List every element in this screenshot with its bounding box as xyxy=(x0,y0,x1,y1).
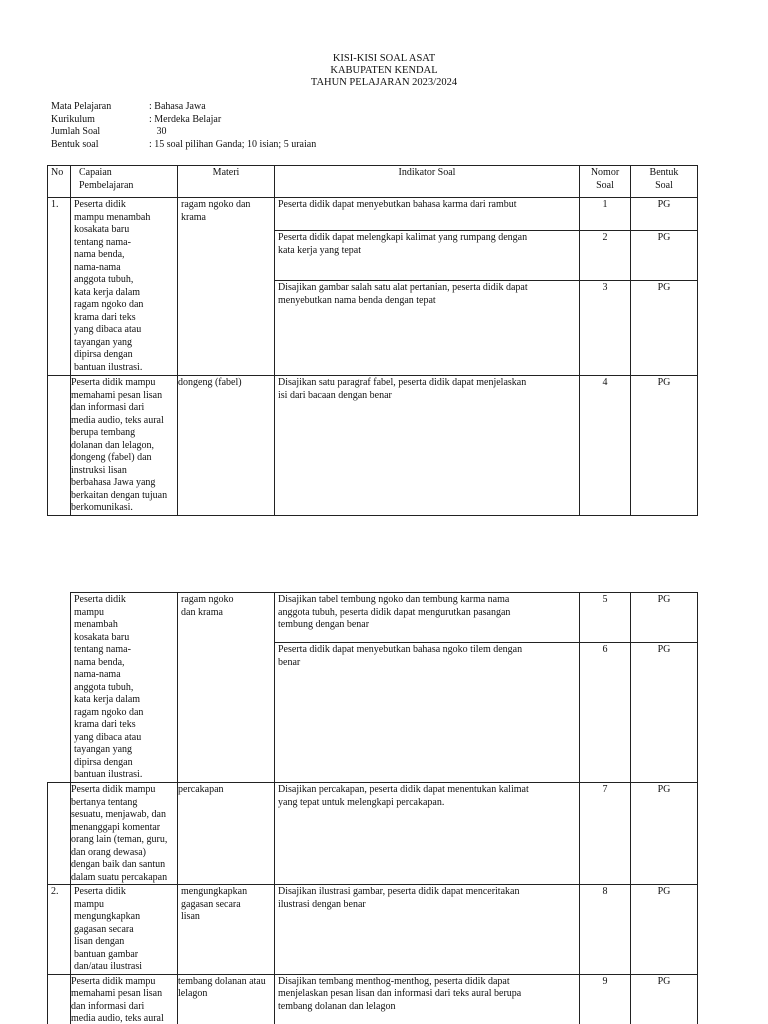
cell-line: krama dari teks xyxy=(74,719,136,730)
cell-line: Peserta didik xyxy=(74,594,126,605)
indikator-cell xyxy=(275,198,580,231)
cell-line: bantuan ilustrasi. xyxy=(74,361,143,373)
cell-line: nama-nama xyxy=(74,669,121,680)
row-number xyxy=(48,783,71,885)
meta-subject xyxy=(51,101,316,114)
cell-line: berkaitan dengan tujuan xyxy=(71,489,168,501)
indikator-cell xyxy=(275,783,580,885)
nomor-soal-cell: 3 xyxy=(580,281,631,376)
cell-line: tayangan yang xyxy=(74,336,133,348)
cell-line: bantuan gambar xyxy=(74,948,139,960)
meta-question-count xyxy=(51,126,316,139)
cell-line: tentang nama- xyxy=(74,236,131,248)
cell-line: Peserta didik dapat melengkapi kalimat yang rumpang dengan xyxy=(278,232,528,243)
cell-line: dan krama xyxy=(181,606,223,618)
cell-line: dongeng (fabel) dan xyxy=(71,452,152,463)
cell-line: Disajikan satu paragraf fabel, peserta didik dapat menjelaskan xyxy=(278,377,527,388)
table-row xyxy=(48,376,698,516)
bentuk-soal-cell: PG xyxy=(631,198,698,231)
meta-value: 30 xyxy=(149,126,167,137)
cell-line: Peserta didik mampu xyxy=(71,784,156,795)
blueprint-table-2 xyxy=(47,592,698,1024)
row-number xyxy=(48,376,71,516)
capaian-cell xyxy=(71,376,178,516)
col-indikator: Indikator Soal xyxy=(275,166,580,198)
cell-line: dipirsa dengan xyxy=(74,756,133,768)
cell-line: menyebutkan nama benda dengan tepat xyxy=(278,294,436,306)
cell-line: yang dibaca atau xyxy=(74,324,142,335)
cell-line: dan informasi dari xyxy=(71,402,145,413)
indikator-cell xyxy=(275,643,580,783)
indikator-cell xyxy=(275,593,580,643)
cell-line: tembang dolanan dan lelagon xyxy=(278,1000,396,1012)
cell-line: mampu menambah xyxy=(74,211,151,223)
cell-line: Peserta didik dapat menyebutkan bahasa ngoko tilem dengan xyxy=(278,644,523,655)
cell-line: yang tepat untuk melengkapi percakapan. xyxy=(278,796,445,808)
cell-line: lelagon xyxy=(178,988,208,999)
capaian-cell xyxy=(71,885,178,975)
bentuk-soal-cell: PG xyxy=(631,281,698,376)
cell-line: ragam ngoko xyxy=(181,594,234,605)
cell-line: dan orang dewasa) xyxy=(71,846,146,858)
cell-line: mampu xyxy=(74,898,104,910)
capaian-cell xyxy=(71,593,178,783)
cell-line: bertanya tentang xyxy=(71,796,138,808)
row-number: 2. xyxy=(48,885,71,975)
col-label: Pembelajaran xyxy=(79,179,134,191)
row-number xyxy=(48,593,71,783)
cell-line: gagasan secara xyxy=(74,923,134,935)
materi-cell xyxy=(178,783,275,885)
cell-line: krama xyxy=(181,211,206,223)
document-title: KISI-KISI SOAL ASAT xyxy=(332,53,436,64)
bentuk-soal-cell: PG xyxy=(631,231,698,281)
col-nomor xyxy=(580,166,631,198)
cell-line: lisan dengan xyxy=(74,936,125,947)
materi-cell xyxy=(178,198,275,376)
capaian-cell xyxy=(71,198,178,376)
meta-value: : 15 soal pilihan Ganda; 10 isian; 5 uraian xyxy=(149,138,317,150)
cell-line: krama dari teks xyxy=(74,311,136,323)
nomor-soal-cell: 4 xyxy=(580,376,631,516)
cell-line: Disajikan tembang menthog-menthog, peserta didik dapat xyxy=(278,975,510,987)
nomor-soal-cell: 8 xyxy=(580,885,631,975)
cell-line: mengungkapkan xyxy=(181,886,248,897)
cell-line: memahami pesan lisan xyxy=(71,988,163,999)
cell-line: nama-nama xyxy=(74,261,121,273)
cell-line: kosakata baru xyxy=(74,631,130,643)
cell-line: isi dari bacaan dengan benar xyxy=(278,389,392,401)
nomor-soal-cell: 1 xyxy=(580,198,631,231)
table-row xyxy=(48,593,698,643)
document-meta xyxy=(51,101,316,151)
capaian-cell xyxy=(71,974,178,1024)
cell-line: memahami pesan lisan xyxy=(71,389,163,401)
meta-question-form xyxy=(51,139,316,152)
cell-line: tentang nama- xyxy=(74,644,131,655)
cell-line: kosakata baru xyxy=(74,224,130,235)
cell-line: tembang dolanan atau xyxy=(178,975,266,987)
materi-cell xyxy=(178,974,275,1024)
cell-line: menambah xyxy=(74,619,118,630)
cell-line: mampu xyxy=(74,606,104,618)
cell-line: Disajikan ilustrasi gambar, peserta didik dapat menceritakan xyxy=(278,886,520,897)
cell-line: bantuan ilustrasi. xyxy=(74,769,143,780)
table-header-row xyxy=(48,166,698,198)
meta-key: Bentuk soal xyxy=(51,138,99,150)
materi-cell xyxy=(178,885,275,975)
cell-line: dolanan dan lelagon, xyxy=(71,439,155,451)
cell-line: nama benda, xyxy=(74,656,125,668)
row-number: 1. xyxy=(48,198,71,376)
blueprint-table-1 xyxy=(47,165,698,516)
cell-line: Disajikan tabel tembung ngoko dan tembung karma nama xyxy=(278,594,510,605)
col-label: Nomor xyxy=(590,167,620,178)
materi-cell xyxy=(178,376,275,516)
cell-line: dongeng (fabel) xyxy=(178,377,242,388)
nomor-soal-cell: 9 xyxy=(580,974,631,1024)
cell-line: anggota tubuh, xyxy=(74,681,134,693)
bentuk-soal-cell: PG xyxy=(631,783,698,885)
cell-line: dipirsa dengan xyxy=(74,349,133,360)
cell-line: dan/atau ilustrasi xyxy=(74,961,143,972)
cell-line: gagasan secara xyxy=(181,898,241,910)
bentuk-soal-cell: PG xyxy=(631,885,698,975)
cell-line: kata kerja yang tepat xyxy=(278,244,362,256)
cell-line: mengungkapkan xyxy=(74,911,141,922)
cell-line: yang dibaca atau xyxy=(74,731,142,743)
nomor-soal-cell: 6 xyxy=(580,643,631,783)
cell-line: ragam ngoko dan xyxy=(74,706,144,718)
bentuk-soal-cell: PG xyxy=(631,643,698,783)
cell-line: dalam suatu percakapan xyxy=(71,871,168,883)
cell-line: dengan baik dan santun xyxy=(71,859,166,870)
cell-line: lisan xyxy=(181,911,200,922)
cell-line: sesuatu, menjawab, dan xyxy=(71,809,166,820)
cell-line: tembung dengan benar xyxy=(278,619,370,630)
cell-line: kata kerja dalam xyxy=(74,286,141,298)
cell-line: media audio, teks aural xyxy=(71,414,164,426)
col-label: Bentuk xyxy=(649,167,679,178)
table-row xyxy=(48,198,698,231)
cell-line: menanggapi komentar xyxy=(71,821,161,833)
table-row xyxy=(48,974,698,1024)
table-row xyxy=(48,885,698,975)
col-label: Capaian xyxy=(79,167,112,178)
meta-key: Mata Pelajaran xyxy=(51,101,112,112)
cell-line: tayangan yang xyxy=(74,744,133,755)
table-row xyxy=(48,783,698,885)
indikator-cell xyxy=(275,974,580,1024)
capaian-cell xyxy=(71,783,178,885)
cell-line: percakapan xyxy=(178,784,224,795)
row-number xyxy=(48,974,71,1024)
bentuk-soal-cell: PG xyxy=(631,974,698,1024)
cell-line: Peserta didik mampu xyxy=(71,975,156,987)
cell-line: Peserta didik xyxy=(74,886,126,897)
cell-line: Peserta didik dapat menyebutkan bahasa karma dari rambut xyxy=(278,199,517,210)
cell-line: orang lain (teman, guru, xyxy=(71,834,168,845)
col-bentuk xyxy=(631,166,698,198)
indikator-cell xyxy=(275,281,580,376)
cell-line: anggota tubuh, peserta didik dapat mengurutkan pasangan xyxy=(278,606,511,618)
nomor-soal-cell: 7 xyxy=(580,783,631,885)
document-subtitle-year: TAHUN PELAJARAN 2023/2024 xyxy=(310,77,458,88)
cell-line: menjelaskan pesan lisan dan informasi dari teks aural berupa xyxy=(278,988,522,999)
col-no: No xyxy=(48,166,71,198)
bentuk-soal-cell: PG xyxy=(631,376,698,516)
cell-line: berkomunikasi. xyxy=(71,502,133,513)
cell-line: Peserta didik xyxy=(74,199,126,210)
col-capaian xyxy=(71,166,178,198)
cell-line: berupa tembang xyxy=(71,427,136,438)
meta-value: : Merdeka Belajar xyxy=(149,113,222,125)
indikator-cell xyxy=(275,231,580,281)
col-materi: Materi xyxy=(178,166,275,198)
cell-line: benar xyxy=(278,656,301,668)
cell-line: ragam ngoko dan xyxy=(181,199,251,210)
cell-line: ragam ngoko dan xyxy=(74,299,144,310)
col-label: Soal xyxy=(596,179,614,191)
cell-line: Disajikan percakapan, peserta didik dapat menentukan kalimat xyxy=(278,784,529,795)
cell-line: nama benda, xyxy=(74,249,125,260)
cell-line: Disajikan gambar salah satu alat pertanian, peserta didik dapat xyxy=(278,282,528,293)
cell-line: berbahasa Jawa yang xyxy=(71,477,156,488)
cell-line: media audio, teks aural xyxy=(71,1013,164,1024)
cell-line: Peserta didik mampu xyxy=(71,377,156,388)
cell-line: anggota tubuh, xyxy=(74,274,134,285)
meta-curriculum xyxy=(51,114,316,127)
col-label: Soal xyxy=(655,179,673,191)
meta-key: Jumlah Soal xyxy=(51,126,101,137)
indikator-cell xyxy=(275,885,580,975)
meta-value: : Bahasa Jawa xyxy=(149,101,206,112)
materi-cell xyxy=(178,593,275,783)
cell-line: dan informasi dari xyxy=(71,1000,145,1012)
document-subtitle-region: KABUPATEN KENDAL xyxy=(330,65,438,76)
nomor-soal-cell: 5 xyxy=(580,593,631,643)
nomor-soal-cell: 2 xyxy=(580,231,631,281)
indikator-cell xyxy=(275,376,580,516)
bentuk-soal-cell: PG xyxy=(631,593,698,643)
meta-key: Kurikulum xyxy=(51,113,95,125)
cell-line: instruksi lisan xyxy=(71,464,127,476)
cell-line: ilustrasi dengan benar xyxy=(278,898,366,910)
cell-line: kata kerja dalam xyxy=(74,694,141,705)
